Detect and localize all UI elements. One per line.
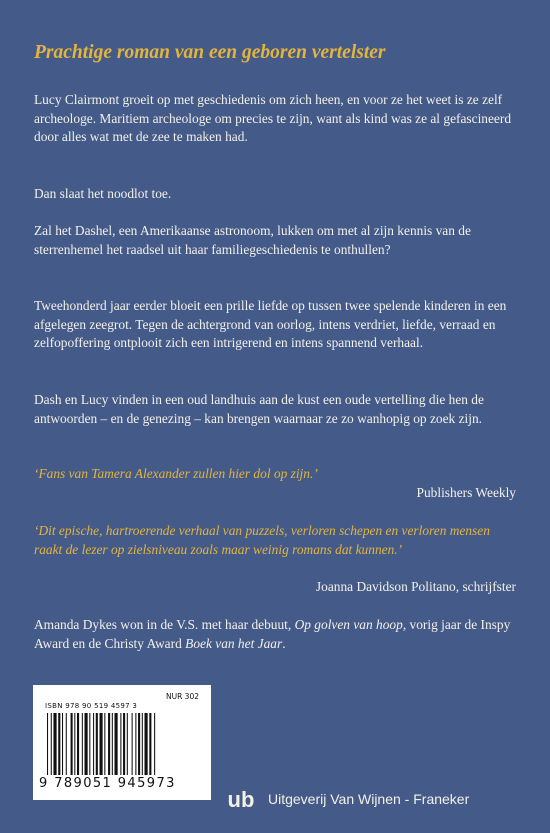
publisher xyxy=(226,784,469,814)
barcode-bar xyxy=(135,713,136,775)
review-source-1: Publishers Weekly xyxy=(416,485,516,500)
barcode-bar xyxy=(100,713,103,775)
blurb-paragraph-2: Dan slaat het noodlot toe. xyxy=(34,186,172,201)
author-bio-text: Amanda Dykes won in de V.S. met haar debuut, xyxy=(34,617,295,632)
publisher-name: Uitgeverij Van Wijnen - Franeker xyxy=(268,791,470,807)
barcode-bar xyxy=(51,713,52,775)
barcode-bar xyxy=(142,713,143,775)
barcode-bar xyxy=(58,713,60,775)
barcode-bar xyxy=(85,713,88,775)
author-bio xyxy=(34,616,516,653)
barcode-bar xyxy=(123,713,125,775)
barcode-bar xyxy=(104,713,105,775)
barcode-bar xyxy=(149,713,151,775)
blurb-paragraph-3: Zal het Dashel, een Amerikaanse astronoom, lukken om met al zijn kennis van de sterrenhemel het raadsel uit haar familiegeschiedenis te onthullen? xyxy=(34,223,471,257)
barcode-bar xyxy=(120,713,121,775)
publisher-logo-text: ub xyxy=(227,787,255,812)
barcode-bar xyxy=(96,713,98,775)
barcode-bar xyxy=(127,713,128,775)
barcode-bar xyxy=(77,713,79,775)
blurb-paragraph-4: Tweehonderd jaar eerder bloeit een prille liefde op tussen twee spelende kinderen in een afgelegen zeegrot. Tegen de achtergrond van oorlog, intens verdriet, liefde, verraad en zelfopoffering ontplooit zich een intrigerend en intens spannend verhaal. xyxy=(34,298,507,351)
barcode-bar xyxy=(71,713,73,775)
barcode-bar xyxy=(82,713,83,775)
nur-code: NUR 302 xyxy=(165,692,199,701)
barcode-digits: 9 789051 945973 xyxy=(39,776,176,791)
barcode-bar xyxy=(115,713,118,775)
isbn-label: ISBN 978 90 519 4597 3 xyxy=(45,702,138,710)
barcode-bar xyxy=(89,713,90,775)
barcode-bar xyxy=(53,713,56,775)
blurb-paragraph-5: Dash en Lucy vinden in een oud landhuis aan de kust een oude vertelling die hen de antwoorden – en de genezing – kan brengen waarnaar ze zo wanhopig op zoek zijn. xyxy=(34,392,484,426)
blurb-paragraph-1: Lucy Clairmont groeit op met geschiedenis om zich heen, en voor ze het weet is ze zelf archeologe. Maritiem archeologe om precies te zijn, want als kind was ze al gefascineerd door alles wat met de zee te maken had. xyxy=(34,92,512,145)
barcode-bar xyxy=(74,713,75,775)
barcode-box xyxy=(33,685,211,800)
author-bio-award-title: Boek van het Jaar xyxy=(185,635,283,651)
tagline: Prachtige roman van een geboren vertelster xyxy=(34,42,386,63)
barcode-bar xyxy=(132,713,133,775)
barcode-bar xyxy=(154,713,155,775)
barcode-bar xyxy=(112,713,113,775)
barcode-bar xyxy=(93,713,94,775)
barcode-bar xyxy=(108,713,110,775)
barcode-bar xyxy=(47,713,48,775)
review-quote-1: ‘Fans van Tamera Alexander zullen hier dol op zijn.’ xyxy=(34,466,318,481)
barcode-bar xyxy=(145,713,148,775)
barcode-bar xyxy=(66,713,67,775)
author-bio-text: . xyxy=(282,635,286,651)
barcode-bar xyxy=(138,713,140,775)
author-bio-text: , vorig jaar de Inspy Award en de Christy Award xyxy=(34,617,511,651)
review-source-2: Joanna Davidson Politano, schrijfster xyxy=(315,579,516,594)
review-quote-2: ‘Dit epische, hartroerende verhaal van puzzels, verloren schepen en verloren mensen raakt de lezer op zielsniveau zoals maar weinig romans dat kunnen.’ xyxy=(34,523,490,557)
author-bio-debut-title: Op golven van hoop xyxy=(294,617,403,632)
publisher-logo-icon xyxy=(226,786,256,812)
barcode-icon xyxy=(45,713,199,777)
barcode-bar xyxy=(62,713,63,775)
